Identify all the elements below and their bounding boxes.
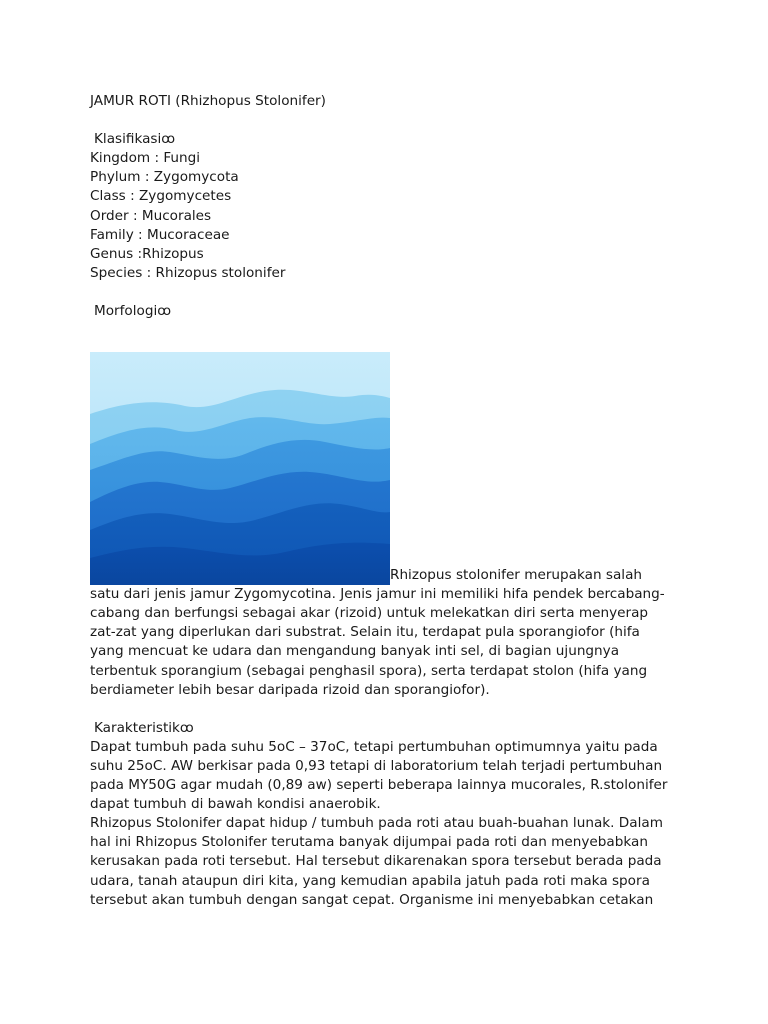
paragraph-line: kerusakan pada roti tersebut. Hal tersebut dikarenakan spora tersebut berada pada <box>90 853 662 870</box>
bullet-marker-icon: ꝏ <box>161 131 176 148</box>
paragraph-line: cabang dan berfungsi sebagai akar (rizoid) untuk melekatkan diri serta menyerap <box>90 605 649 622</box>
document-title: JAMUR ROTI (Rhizhopus Stolonifer) <box>90 93 326 109</box>
classification-heading-text: Klasifikasi <box>94 131 162 148</box>
paragraph-line: dapat tumbuh di bawah kondisi anaerobik. <box>90 796 381 813</box>
characteristics-heading-text: Karakteristik <box>94 719 180 736</box>
paragraph-line: zat-zat yang diperlukan dari substrat. Selain itu, terdapat pula sporangiofor (hifa <box>90 624 640 641</box>
classification-item: Class : Zygomycetes <box>90 188 232 205</box>
paragraph-line: Rhizopus Stolonifer dapat hidup / tumbuh pada roti atau buah-buahan lunak. Dalam <box>90 815 663 832</box>
paragraph-line: pada MY50G agar mudah (0,89 aw) seperti beberapa lainnya mucorales, R.stolonifer <box>90 777 668 794</box>
classification-item: Genus :Rhizopus <box>90 245 204 262</box>
spacer <box>90 283 690 302</box>
bullet-marker-icon: ꝏ <box>179 719 194 736</box>
paragraph-line: yang mencuat ke udara dan mengandung banyak inti sel, di bagian ujungnya <box>90 643 620 660</box>
paragraph-line: satu dari jenis jamur Zygomycotina. Jenis jamur ini memiliki hifa pendek bercabang- <box>90 586 665 603</box>
classification-item: Order : Mucorales <box>90 207 212 224</box>
paragraph-line: suhu 25oC. AW berkisar pada 0,93 tetapi di laboratorium telah terjadi pertumbuhan <box>90 757 663 774</box>
spacer <box>90 111 690 130</box>
classification-item: Family : Mucoraceae <box>90 226 230 243</box>
spacer <box>90 700 690 719</box>
paragraph-line: berdiameter lebih besar daripada rizoid dan sporangiofor). <box>90 681 490 698</box>
morphology-lead: Rhizopus stolonifer merupakan salah <box>390 567 643 584</box>
classification-heading <box>90 130 690 149</box>
morphology-heading-text: Morfologi <box>94 303 158 320</box>
bullet-marker-icon: ꝏ <box>157 303 172 320</box>
paragraph-line: tersebut akan tumbuh dengan sangat cepat. Organisme ini menyebabkan cetakan <box>90 891 654 908</box>
figure-line <box>90 352 690 585</box>
characteristics-heading <box>90 719 690 738</box>
paragraph-line: Dapat tumbuh pada suhu 5oC – 37oC, tetapi pertumbuhan optimumnya yaitu pada <box>90 738 658 755</box>
classification-item: Phylum : Zygomycota <box>90 169 239 186</box>
paragraph-line: udara, tanah ataupun diri kita, yang kemudian apabila jatuh pada roti maka spora <box>90 872 650 889</box>
blue-mountains-image <box>90 352 390 585</box>
paragraph-line: hal ini Rhizopus Stolonifer terutama banyak dijumpai pada roti dan menyebabkan <box>90 834 648 851</box>
classification-item: Species : Rhizopus stolonifer <box>90 264 286 281</box>
morphology-heading <box>90 302 690 321</box>
paragraph-line: terbentuk sporangium (sebagai penghasil spora), serta terdapat stolon (hifa yang <box>90 662 648 679</box>
document-page <box>90 92 690 910</box>
classification-item: Kingdom : Fungi <box>90 150 201 167</box>
